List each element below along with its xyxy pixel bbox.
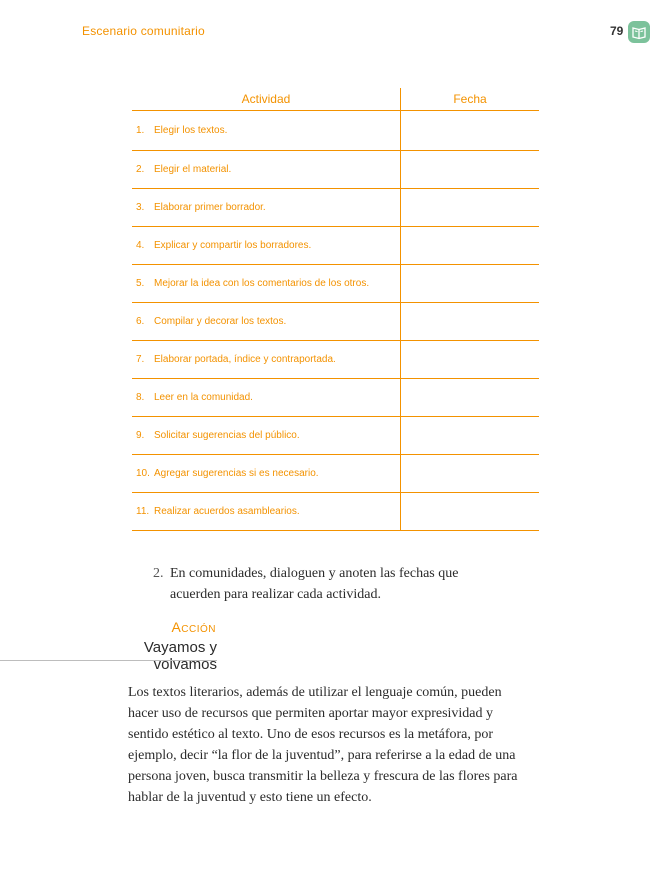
section-label: Acción	[171, 619, 216, 635]
instruction-number: 2.	[153, 566, 164, 581]
activity-cell	[132, 417, 401, 455]
book-icon	[628, 21, 650, 43]
body-line: sentido estético al texto. Uno de esos recursos es la metáfora, por	[128, 727, 494, 742]
date-cell[interactable]	[401, 265, 540, 303]
instruction-line-1: En comunidades, dialoguen y anoten las fechas que	[170, 566, 459, 581]
table-row	[132, 379, 539, 417]
activity-number: 2.	[136, 164, 145, 175]
date-cell[interactable]	[401, 189, 540, 227]
date-cell[interactable]	[401, 303, 540, 341]
body-line: persona joven, busca transmitir la belleza y frescura de las flores para	[128, 769, 518, 784]
activity-cell	[132, 379, 401, 417]
instruction-paragraph	[153, 563, 533, 605]
activity-number: 4.	[136, 240, 145, 251]
table-row	[132, 265, 539, 303]
body-line: hablar de la juventud y esto tiene un efecto.	[128, 790, 372, 805]
date-cell[interactable]	[401, 379, 540, 417]
activity-number: 5.	[136, 278, 145, 289]
date-cell[interactable]	[401, 151, 540, 189]
table-body	[132, 111, 539, 531]
activity-number: 7.	[136, 354, 145, 365]
table-row	[132, 189, 539, 227]
table-row	[132, 151, 539, 189]
page-number: 79	[610, 24, 624, 38]
activity-number: 10.	[136, 468, 150, 479]
activity-text: Mejorar la idea con los comentarios de los otros.	[154, 278, 370, 289]
section-title: Vayamos y volvamos	[143, 639, 217, 673]
activity-cell	[132, 151, 401, 189]
activity-text: Solicitar sugerencias del público.	[154, 430, 300, 441]
activity-text: Agregar sugerencias si es necesario.	[154, 468, 319, 479]
date-cell[interactable]	[401, 341, 540, 379]
activity-text: Explicar y compartir los borradores.	[154, 240, 312, 251]
table-row	[132, 493, 539, 531]
activity-cell	[132, 189, 401, 227]
activity-number: 8.	[136, 392, 145, 403]
activity-text: Elaborar portada, índice y contraportada.	[154, 354, 336, 365]
table-row	[132, 303, 539, 341]
activity-cell	[132, 493, 401, 531]
activity-cell	[132, 265, 401, 303]
table-row	[132, 455, 539, 493]
body-line: hacer uso de recursos que permiten aportar mayor expresividad y	[128, 706, 494, 721]
column-header-activity: Actividad	[132, 88, 401, 111]
body-line: ejemplo, decir “la flor de la juventud”, para referirse a la edad de una	[128, 748, 516, 763]
table-row	[132, 417, 539, 455]
activity-text: Leer en la comunidad.	[154, 392, 253, 403]
activity-number: 1.	[136, 125, 145, 136]
activity-number: 11.	[136, 506, 150, 517]
table-row	[132, 227, 539, 265]
table-header-row	[132, 88, 539, 111]
activity-number: 9.	[136, 430, 145, 441]
activity-text: Realizar acuerdos asamblearios.	[154, 506, 300, 517]
date-cell[interactable]	[401, 417, 540, 455]
date-cell[interactable]	[401, 493, 540, 531]
body-paragraph	[128, 682, 540, 808]
instruction-line-2: acuerden para realizar cada actividad.	[170, 587, 382, 602]
activity-text: Compilar y decorar los textos.	[154, 316, 287, 327]
date-cell[interactable]	[401, 111, 540, 151]
activity-number: 6.	[136, 316, 145, 327]
activity-cell	[132, 341, 401, 379]
column-header-date: Fecha	[401, 88, 540, 111]
section-name: Escenario comunitario	[82, 24, 205, 38]
activity-text: Elegir el material.	[154, 164, 232, 175]
table-row	[132, 111, 539, 151]
activity-cell	[132, 455, 401, 493]
table-row	[132, 341, 539, 379]
body-line: Los textos literarios, además de utilizar el lenguaje común, pueden	[128, 685, 502, 700]
activities-table	[132, 88, 539, 531]
date-cell[interactable]	[401, 227, 540, 265]
date-cell[interactable]	[401, 455, 540, 493]
activity-text: Elegir los textos.	[154, 125, 228, 136]
activity-cell	[132, 227, 401, 265]
activity-cell	[132, 303, 401, 341]
section-divider	[0, 660, 217, 661]
activity-cell	[132, 111, 401, 151]
activity-text: Elaborar primer borrador.	[154, 202, 266, 213]
activity-number: 3.	[136, 202, 145, 213]
